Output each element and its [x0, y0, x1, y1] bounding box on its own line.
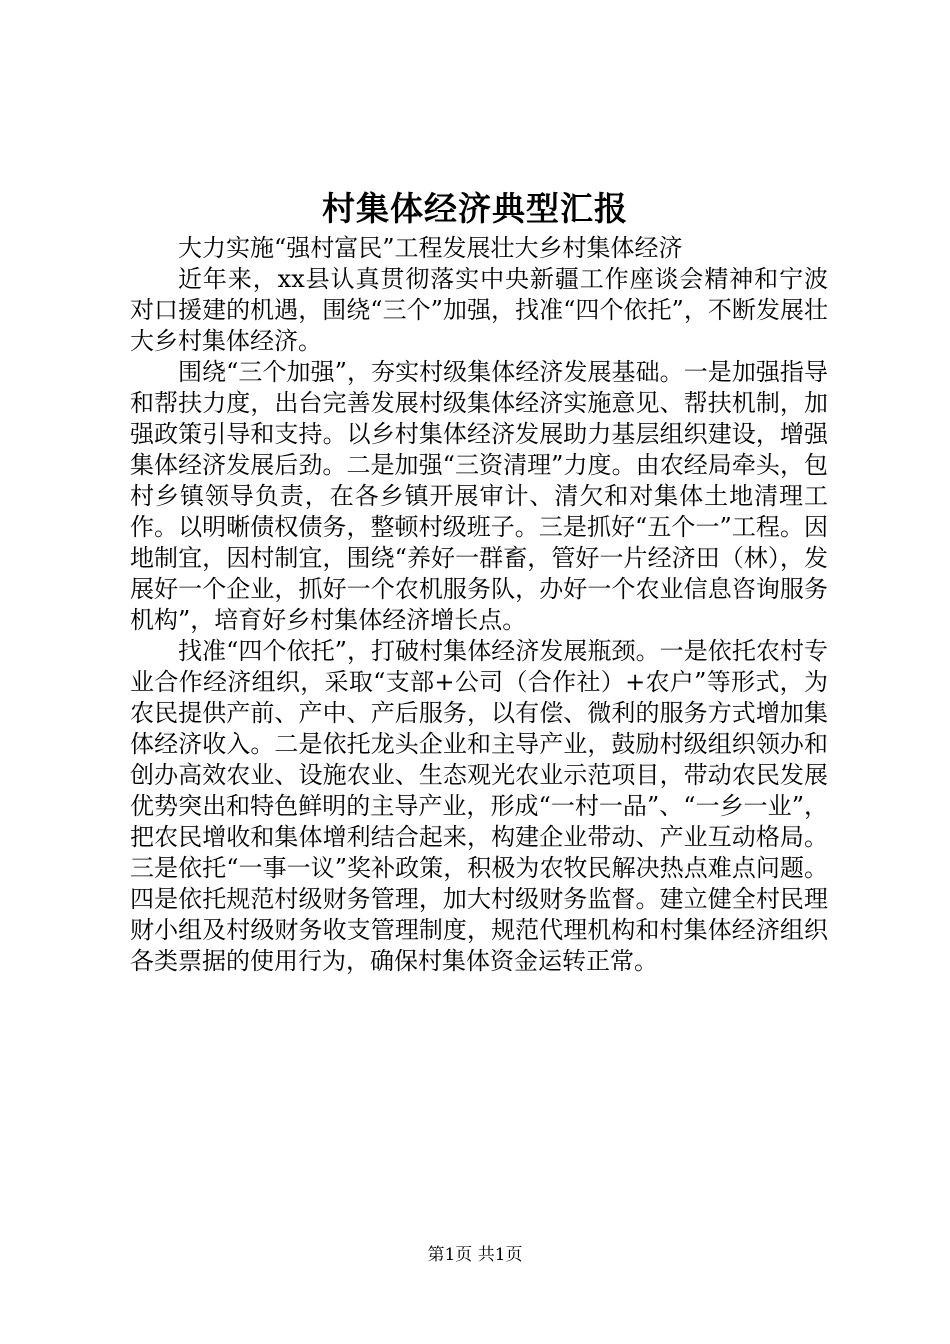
page-total: 共1页 — [477, 1245, 523, 1265]
document-body — [130, 233, 828, 977]
paragraph-three-strengthen: 围绕“三个加强”，夯实村级集体经济发展基础。一是加强指导和帮扶力度，出台完善发展村级集体经济实施意见、帮扶机制，加强政策引导和支持。以乡村集体经济发展助力基层组织建设，增强集体经济发展后劲。二是加强“三资清理”力度。由农经局牵头，包村乡镇领导负责，在各乡镇开展审计、清欠和对集体土地清理工作。以明晰债权债务，整顿村级班子。三是抓好“五个一”工程。因地制宜，因村制宜，围绕“养好一群畜，管好一片经济田（林），发展好一个企业，抓好一个农机服务队，办好一个农业信息咨询服务机构”，培育好乡村集体经济增长点。 — [130, 358, 828, 634]
page-footer — [0, 1243, 950, 1267]
document-subtitle: 大力实施“强村富民”工程发展壮大乡村集体经济 — [178, 234, 683, 262]
paragraph-intro: 近年来，xx县认真贯彻落实中央新疆工作座谈会精神和宁波对口援建的机遇，围绕“三个”加强，找准“四个依托”，不断发展壮大乡村集体经济。 — [130, 265, 828, 355]
document-title: 村集体经济典型汇报 — [322, 189, 628, 228]
page-number: 第1页 — [427, 1245, 473, 1265]
paragraph-four-reliance: 找准“四个依托”，打破村集体经济发展瓶颈。一是依托农村专业合作经济组织，采取“支部+公司（合作社）+农户”等形式，为农民提供产前、产中、产后服务，以有偿、微利的服务方式增加集体经济收入。二是依托龙头企业和主导产业，鼓励村级组织领办和创办高效农业、设施农业、生态观光农业示范项目，带动农民发展优势突出和特色鲜明的主导产业，形成“一村一品”、“一乡一业”，把农民增收和集体增利结合起来，构建企业带动、产业互动格局。三是依托“一事一议”奖补政策，积极为农牧民解决热点难点问题。四是依托规范村级财务管理，加大村级财务监督。建立健全村民理财小组及村级财务收支管理制度，规范代理机构和村集体经济组织各类票据的使用行为，确保村集体资金运转正常。 — [130, 637, 828, 975]
